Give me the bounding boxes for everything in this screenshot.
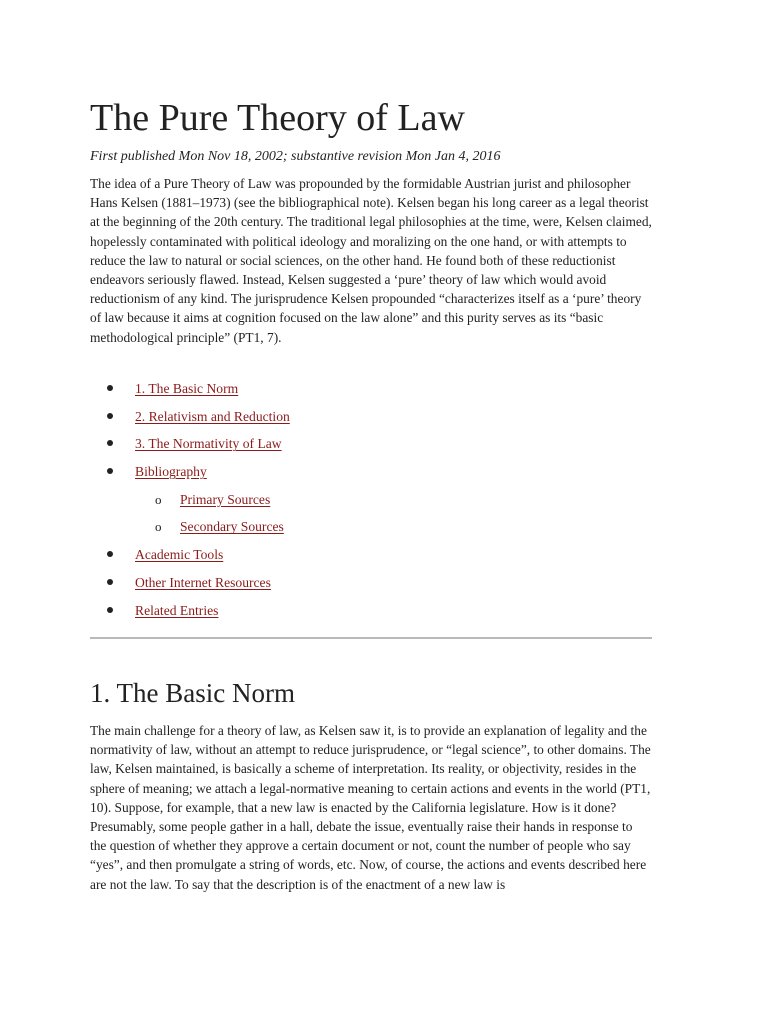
bullet-icon xyxy=(107,440,113,446)
toc-item xyxy=(90,599,652,627)
table-of-contents xyxy=(90,377,652,626)
circle-bullet-icon: o xyxy=(155,491,162,507)
bullet-icon xyxy=(107,579,113,585)
bullet-icon xyxy=(107,413,113,419)
toc-link-relativism-and-reduction[interactable]: 2. Relativism and Reduction xyxy=(135,408,290,424)
toc-link-other-internet-resources[interactable]: Other Internet Resources xyxy=(135,574,271,590)
bullet-icon xyxy=(107,551,113,557)
toc-item xyxy=(90,460,652,488)
circle-bullet-icon: o xyxy=(155,519,162,535)
toc-link-normativity-of-law[interactable]: 3. The Normativity of Law xyxy=(135,436,282,452)
toc-subitem xyxy=(90,488,652,516)
toc-link-basic-norm[interactable]: 1. The Basic Norm xyxy=(135,381,239,396)
section-heading: 1. The Basic Norm xyxy=(90,678,295,708)
section-paragraph: The main challenge for a theory of law, as Kelsen saw it, is to provide an explanation of legality and the normativity of law, without an attempt to reduce jurisprudence, or “legal science”, to other domains. The law, Kelsen maintained, is basically a scheme of interpretation. Its reality, or objectivity, resides in the sphere of meaning; we attach a legal-normative meaning to certain actions and events in the world (PT1, 10). Suppose, for example, that a new law is enacted by the California legislature. How is it done? Presumably, some people gather in a hall, debate the issue, eventually raise their hands in response to the question of whether they approve a certain document or not, count the number of people who say “yes”, and then promulgate a string of words, etc. Now, of course, the actions and events described here are not the law. To say that the description is of the enactment of a new law is xyxy=(90,723,651,892)
toc-item xyxy=(90,377,652,405)
toc-link-related-entries[interactable]: Related Entries xyxy=(135,602,219,618)
toc-link-academic-tools[interactable]: Academic Tools xyxy=(135,547,224,563)
toc-item xyxy=(90,543,652,571)
toc-item xyxy=(90,405,652,433)
toc-item xyxy=(90,571,652,599)
intro-paragraph: The idea of a Pure Theory of Law was propounded by the formidable Austrian jurist and philosopher Hans Kelsen (1881–1973) (see the bibliographical note). Kelsen began his long career as a legal theorist at the beginning of the 20th century. The traditional legal philosophies at the time, were, Kelsen claimed, hopelessly contaminated with political ideology and moralizing on the one hand, or with attempts to reduce the law to natural or social sciences, on the other hand. He found both of these reductionist endeavors seriously flawed. Instead, Kelsen suggested a ‘pure’ theory of law which would avoid reductionism of any kind. The jurisprudence Kelsen propounded “characterizes itself as a ‘pure’ theory of law because it aims at cognition focused on the law alone” and this purity serves as its “basic methodological principle” (PT1, 7). xyxy=(90,176,652,345)
toc-link-secondary-sources[interactable]: Secondary Sources xyxy=(180,519,284,535)
publication-info: First published Mon Nov 18, 2002; substantive revision Mon Jan 4, 2016 xyxy=(90,149,501,164)
bullet-icon xyxy=(107,468,113,474)
bullet-icon xyxy=(107,607,113,613)
toc-subitem xyxy=(90,515,652,543)
toc-link-primary-sources[interactable]: Primary Sources xyxy=(180,491,271,507)
toc-item xyxy=(90,432,652,460)
bullet-icon xyxy=(107,385,113,391)
page-title: The Pure Theory of Law xyxy=(90,97,465,139)
section-divider xyxy=(90,637,652,639)
toc-link-bibliography[interactable]: Bibliography xyxy=(135,464,207,480)
